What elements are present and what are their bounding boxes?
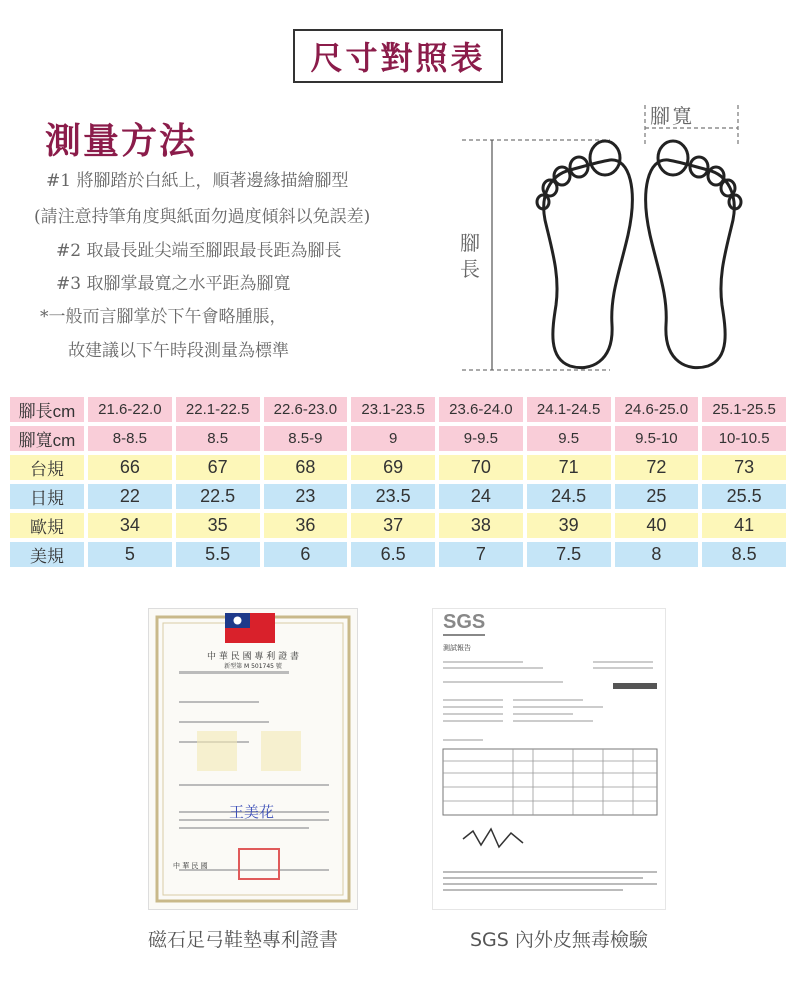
patent-signature: 王美花 bbox=[229, 803, 275, 821]
sgs-caption: SGS 內外皮無毒檢驗 bbox=[470, 929, 648, 951]
size-cell: 23.1-23.5 bbox=[351, 397, 439, 422]
size-cell: 5 bbox=[88, 542, 176, 567]
size-row bbox=[10, 542, 790, 567]
patent-caption: 磁石足弓鞋墊專利證書 bbox=[148, 929, 339, 951]
size-cell: 8.5 bbox=[702, 542, 790, 567]
sgs-logo: SGS bbox=[443, 611, 485, 636]
patent-footer: 中 華 民 國 bbox=[173, 862, 208, 870]
size-row bbox=[10, 397, 790, 422]
size-cell: 8-8.5 bbox=[88, 426, 176, 451]
size-cell: 9-9.5 bbox=[439, 426, 527, 451]
size-cell: 6.5 bbox=[351, 542, 439, 567]
size-cell: 73 bbox=[702, 455, 790, 480]
size-cell: 25.5 bbox=[702, 484, 790, 509]
size-cell: 38 bbox=[439, 513, 527, 538]
method-step-2: #2 取最長趾尖端至腳跟最長距為腳長 bbox=[56, 241, 342, 261]
size-cell: 6 bbox=[264, 542, 352, 567]
method-title: 測量方法 bbox=[45, 121, 198, 162]
size-cell: 5.5 bbox=[176, 542, 264, 567]
size-cell: 7 bbox=[439, 542, 527, 567]
method-step-1-note: (請注意持筆角度與紙面勿過度傾斜以免誤差) bbox=[34, 207, 371, 227]
size-cell: 22.5 bbox=[176, 484, 264, 509]
sgs-report-graphic bbox=[433, 609, 665, 909]
size-cell: 9.5-10 bbox=[615, 426, 703, 451]
size-cell: 24 bbox=[439, 484, 527, 509]
size-row bbox=[10, 426, 790, 451]
size-row-label: 歐規 bbox=[10, 513, 88, 538]
size-cell: 8 bbox=[615, 542, 703, 567]
size-row-label: 台規 bbox=[10, 455, 88, 480]
size-cell: 24.5 bbox=[527, 484, 615, 509]
size-cell: 21.6-22.0 bbox=[88, 397, 176, 422]
size-cell: 22.1-22.5 bbox=[176, 397, 264, 422]
size-cell: 25 bbox=[615, 484, 703, 509]
size-cell: 9.5 bbox=[527, 426, 615, 451]
size-cell: 7.5 bbox=[527, 542, 615, 567]
method-step-3: #3 取腳掌最寬之水平距為腳寬 bbox=[56, 274, 291, 294]
size-cell: 35 bbox=[176, 513, 264, 538]
size-row-label: 腳寬cm bbox=[10, 426, 88, 451]
size-row-label: 腳長cm bbox=[10, 397, 88, 422]
foot-width-label: 腳寬 bbox=[650, 104, 694, 128]
size-cell: 68 bbox=[264, 455, 352, 480]
size-row-label: 美規 bbox=[10, 542, 88, 567]
size-cell: 8.5-9 bbox=[264, 426, 352, 451]
size-cell: 72 bbox=[615, 455, 703, 480]
size-cell: 39 bbox=[527, 513, 615, 538]
size-row bbox=[10, 455, 790, 480]
sgs-heading: 測試報告 bbox=[443, 644, 471, 652]
size-cell: 25.1-25.5 bbox=[702, 397, 790, 422]
size-cell: 9 bbox=[351, 426, 439, 451]
method-note-2: 故建議以下午時段測量為標準 bbox=[68, 341, 289, 361]
size-cell: 22 bbox=[88, 484, 176, 509]
sgs-report-image bbox=[432, 608, 666, 910]
patent-number: 新型第 M 501745 號 bbox=[224, 663, 282, 670]
size-cell: 34 bbox=[88, 513, 176, 538]
size-row bbox=[10, 484, 790, 509]
size-cell: 24.6-25.0 bbox=[615, 397, 703, 422]
size-cell: 23.5 bbox=[351, 484, 439, 509]
page-title bbox=[293, 29, 503, 83]
method-step-1: #1 將腳踏於白紙上，順著邊緣描繪腳型 bbox=[46, 171, 349, 191]
size-cell: 66 bbox=[88, 455, 176, 480]
size-cell: 23.6-24.0 bbox=[439, 397, 527, 422]
size-cell: 41 bbox=[702, 513, 790, 538]
size-cell: 37 bbox=[351, 513, 439, 538]
patent-certificate-image bbox=[148, 608, 358, 910]
size-cell: 22.6-23.0 bbox=[264, 397, 352, 422]
size-row-label: 日規 bbox=[10, 484, 88, 509]
size-cell: 8.5 bbox=[176, 426, 264, 451]
patent-heading: 中 華 民 國 專 利 證 書 bbox=[206, 652, 300, 662]
foot-length-label: 腳長 bbox=[460, 231, 480, 281]
method-note-1: *一般而言腳掌於下午會略腫脹， bbox=[40, 307, 287, 327]
size-cell: 40 bbox=[615, 513, 703, 538]
size-row bbox=[10, 513, 790, 538]
size-cell: 69 bbox=[351, 455, 439, 480]
size-cell: 24.1-24.5 bbox=[527, 397, 615, 422]
foot-outline-graphic bbox=[460, 100, 750, 380]
size-cell: 67 bbox=[176, 455, 264, 480]
foot-diagram bbox=[460, 100, 750, 380]
size-cell: 23 bbox=[264, 484, 352, 509]
size-cell: 10-10.5 bbox=[702, 426, 790, 451]
size-cell: 70 bbox=[439, 455, 527, 480]
size-cell: 71 bbox=[527, 455, 615, 480]
page-title-text: 尺寸對照表 bbox=[310, 39, 486, 77]
size-table bbox=[10, 393, 790, 571]
size-cell: 36 bbox=[264, 513, 352, 538]
